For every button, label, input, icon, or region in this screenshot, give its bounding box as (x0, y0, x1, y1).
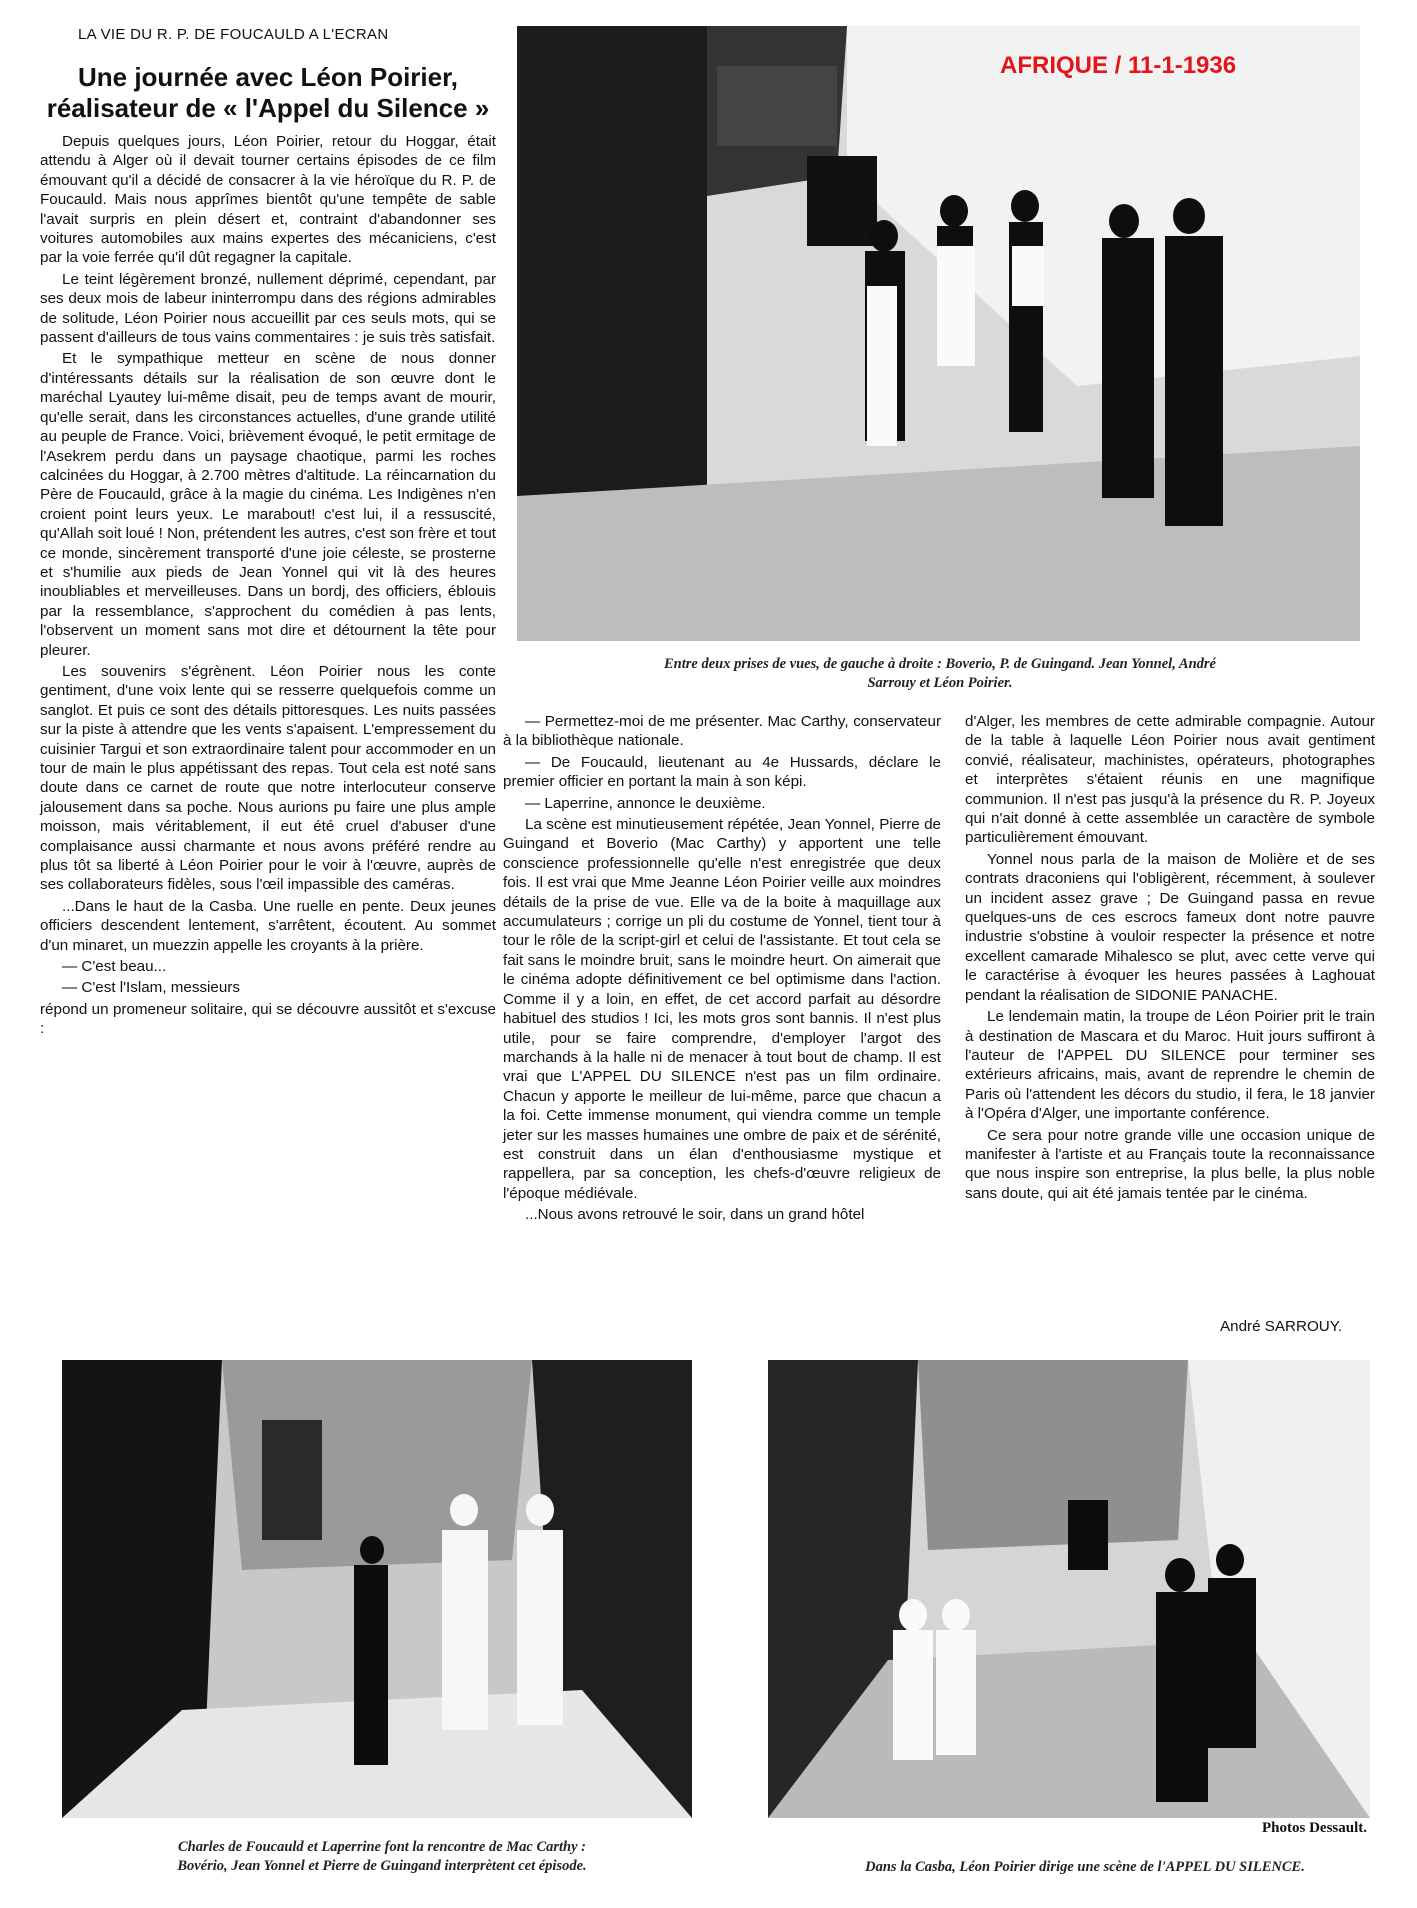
photo-credit: Photos Dessault. (1262, 1820, 1368, 1836)
headline-line-2: réalisateur de « l'Appel du Silence » (46, 93, 490, 123)
article-column-3 (965, 712, 1375, 1205)
dialogue-line: — De Foucauld, lieutenant au 4e Hussards, déclare le premier officier en portant la main à son képi. (503, 753, 941, 791)
paragraph: Les souvenirs s'égrènent. Léon Poirier nous les conte gentiment, d'une voix lente qui se resserre quelquefois comme un sanglot. Et puis ce sont des détails pittoresques. Les nuits passées sur la piste à attendre que les vents s'apaisent. L'empressement du cuisinier Targui et son extraordinaire talent pour accommoder en un tour de main le plus appétissant des repas. Tout cela est noté sans doute dans ce carnet de route que notre interlocuteur conserve jalousement dans sa poche. Nous aurions pu faire une plus ample moisson, mais véritablement, il eut été cruel d'abuser d'une complaisance aussi charmante et nous avons préféré rendre au plus tôt sa liberté à Léon Poirier pour le voir à l'œuvre, auprès de ses collaborateurs fidèles, sous l'œil impassible des caméras. (40, 662, 496, 894)
signature: André SARROUY. (1220, 1318, 1343, 1335)
kicker: LA VIE DU R. P. DE FOUCAULD A L'ECRAN (78, 26, 389, 43)
dialogue-line: — Laperrine, annonce le deuxième. (525, 794, 766, 812)
paragraph: ...Nous avons retrouvé le soir, dans un grand hôtel (525, 1206, 865, 1224)
date-stamp: AFRIQUE / 11-1-1936 (1000, 52, 1237, 79)
caption-bottom-left-line-2: Bovério, Jean Yonnel et Pierre de Guingand interprètent cet épisode. (177, 1858, 587, 1874)
caption-top-line-1: Entre deux prises de vues, de gauche à droite : Boverio, P. de Guingand. Jean Yonnel, André (664, 656, 1216, 672)
paragraph: Et le sympathique metteur en scène de nous donner d'intéressants détails sur la réalisation de son œuvre dont le maréchal Lyautey lui-même disait, peu de temps avant de mourir, qu'elle serait, dans les circonstances actuelles, d'une grande utilité au peuple de France. Voici, brièvement évoqué, le petit ermitage de l'Asekrem perdu dans un paysage chaotique, parmi les roches calcinées du Hoggar, à 2.700 mètres d'altitude. La réincarnation du Père de Foucauld, grâce à la magie du cinéma. Les Indigènes n'en croient point leurs yeux. Le marabout! c'est lui, il a ressuscité, qu'Allah soit loué ! Non, prétendent les autres, c'est son frère et tout ce monde, sincèrement transporté d'une joie céleste, se prosterne et s'humilie aux pieds de Jean Yonnel qui vit là des heures inoubliables et merveilleuses. Dans un bordj, des officiers, éblouis par la ressemblance, s'approchent du comédien à pas lents, l'observent un moment sans mot dire et détournent la tête pour pleurer. (40, 350, 496, 659)
caption-bottom-right: Dans la Casba, Léon Poirier dirige une scène de l'APPEL DU SILENCE. (865, 1859, 1305, 1875)
paragraph: ...Dans le haut de la Casba. Une ruelle en pente. Deux jeunes officiers descendent lentement, s'arrêtent, écoutent. Au sommet d'un minaret, un muezzin appelle les croyants à la prière. (40, 897, 496, 954)
article-column-1 (40, 132, 496, 1041)
paragraph: d'Alger, les membres de cette admirable compagnie. Autour de la table à laquelle Léon Poirier nous avait gentiment convié, réalisateur, machinistes, opérateurs, photographes et interprètes s'étaient réunis en une magnifique communion. Il n'est pas jusqu'à la présence du R. P. Joyeux qui n'ait donné à cette assemblée un caractère de symbole particulièrement émouvant. (965, 713, 1375, 847)
photo-top (517, 26, 1360, 641)
paragraph: Yonnel nous parla de la maison de Molière et de ses contrats draconiens qui l'obligèrent, récemment, à soulever un incident assez grave ; De Guingand passa en revue quelques-uns de ces escrocs fameux dont notre pauvre industrie s'obstine à vouloir respecter la présence et notre excellent camarade Mihalesco se plut, avec cette verve qui le caractérise à évoquer les heures passées à Laghouat pendant la réalisation de SIDONIE PANACHE. (965, 850, 1375, 1004)
paragraph: répond un promeneur solitaire, qui se découvre aussitôt et s'excuse : (40, 1000, 496, 1038)
paragraph: La scène est minutieusement répétée, Jean Yonnel, Pierre de Guingand et Boverio (Mac Carthy) y apportent une telle conscience professionnelle qu'elle n'est enregistrée que deux fois. Il est vrai que Mme Jeanne Léon Poirier veille aux moindres détails de la prise de vue. Elle va de la boite à maquillage aux accumulateurs ; corrige un pli du costume de Yonnel, tient tour à tour le rôle de la script-girl et celui de l'assistante. Et tout cela se fait sans le moindre bruit, sans le moindre heurt. On aimerait que le cinéma adopte définitivement ce bel optimisme dans l'action. Comme il y a loin, en effet, de cet accord parfait au désordre habituel des studios ! Ici, les mots gros sont bannis. Il n'est plus utile, pour se faire comprendre, d'employer l'argot des marchands à la halle ni de menacer à tout bout de champ. Il est vrai que L'APPEL DU SILENCE n'est pas un film ordinaire. Chacun y apporte le meilleur de lui-même, parce que chacun a la foi. Cette immense monument, qui viendra comme un temple jeter sur les masses humaines une ombre de paix et de sérénité, est construit dans un élan d'enthousiasme mystique et rappellera, par sa conception, les chefs-d'œuvre religieux de l'époque médiévale. (503, 816, 941, 1202)
caption-top (540, 655, 1340, 693)
photo-bottom-right (768, 1360, 1370, 1818)
dialogue-line: — C'est l'Islam, messieurs (62, 979, 240, 997)
headline-line-1: Une journée avec Léon Poirier, (77, 62, 459, 92)
paragraph: Le teint légèrement bronzé, nullement déprimé, cependant, par ses deux mois de labeur ininterrompu dans des régions admirables de solitude, Léon Poirier nous accueillit par ces seuls mots, qui se passent d'ailleurs de tous vains commentaires : je suis très satisfait. (40, 270, 496, 347)
photo-bottom-left (62, 1360, 692, 1818)
headline (40, 62, 496, 124)
paragraph: Depuis quelques jours, Léon Poirier, retour du Hoggar, était attendu à Alger où il devait tourner certains épisodes de ce film émouvant qu'il a décidé de consacrer à la vie héroïque du R. P. de Foucauld. Mais nous apprîmes bientôt qu'une tempête de sable l'avait surpris en plein désert et, contraint d'abandonner ses voitures automobiles aux mains expertes des mécaniciens, c'est par la voie ferrée qu'il dût regagner la capitale. (40, 133, 496, 267)
caption-bottom-left (72, 1838, 692, 1876)
caption-top-line-2: Sarrouy et Léon Poirier. (867, 675, 1013, 691)
paragraph: Ce sera pour notre grande ville une occasion unique de manifester à l'artiste et au Français toute la reconnaissance que nous inspire son entreprise, la plus belle, la plus noble sans doute, qui ait été jamais tentée par le cinéma. (965, 1126, 1375, 1202)
dialogue-line: — Permettez-moi de me présenter. Mac Carthy, conservateur à la bibliothèque nationale. (503, 713, 941, 750)
dialogue-line: — C'est beau... (62, 958, 167, 976)
paragraph: Le lendemain matin, la troupe de Léon Poirier prit le train à destination de Mascara et du Maroc. Huit jours suffiront à l'auteur de l'APPEL DU SILENCE pour terminer ses extérieurs africains, mais, avant de reprendre le chemin de Paris où l'attendent les décors du studio, il fera, le 18 janvier à l'Opéra d'Alger, une importante conférence. (965, 1008, 1375, 1123)
article-column-2 (503, 712, 941, 1227)
caption-bottom-left-line-1: Charles de Foucauld et Laperrine font la rencontre de Mac Carthy : (177, 1839, 587, 1855)
